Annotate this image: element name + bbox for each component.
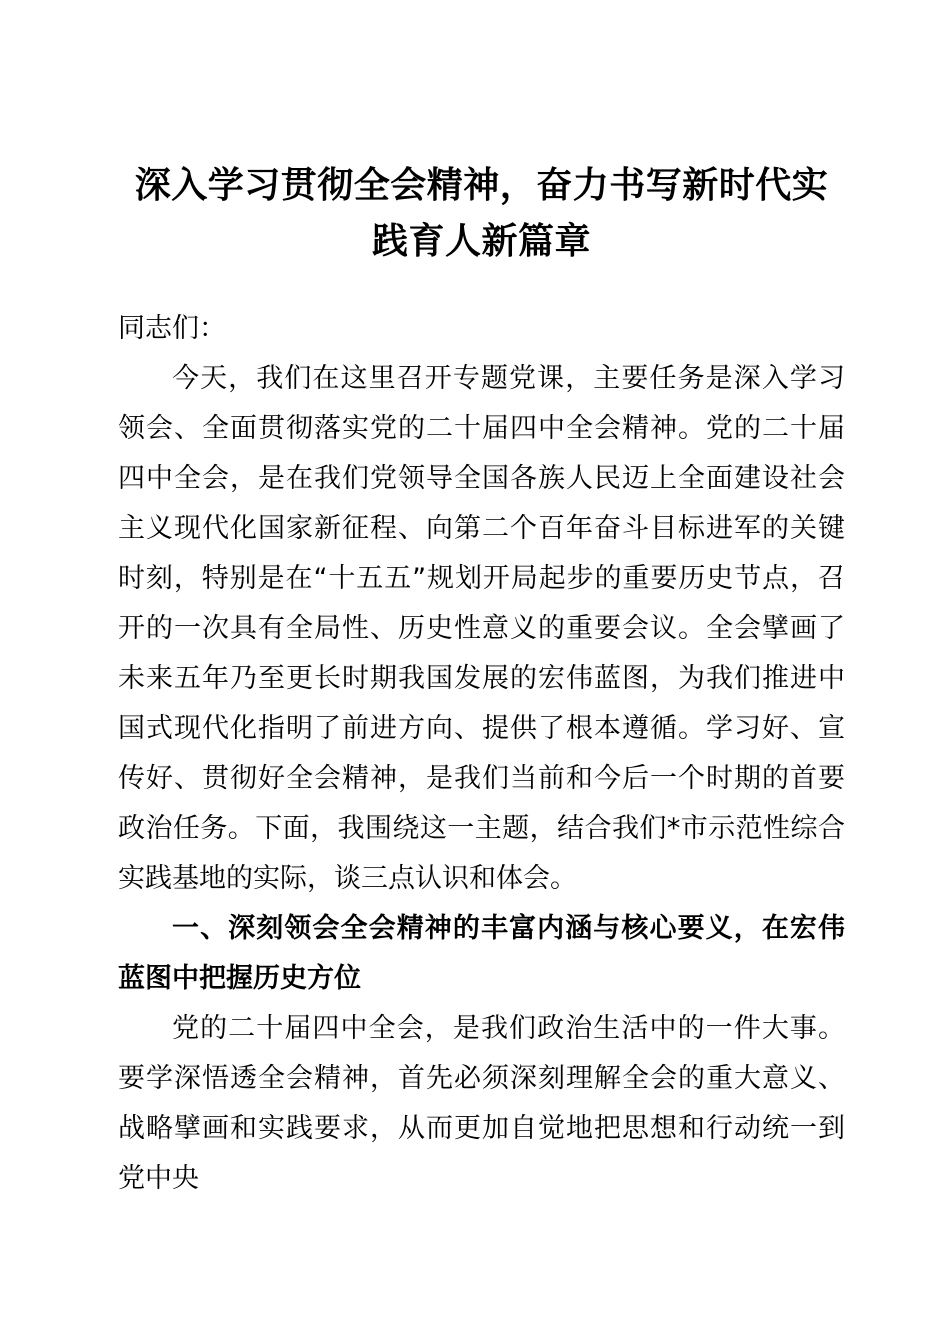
document-title: 深入学习贯彻全会精神，奋力书写新时代实践育人新篇章 — [134, 165, 829, 262]
paragraph-body: 今天，我们在这里召开专题党课，主要任务是深入学习领会、全面贯彻落实党的二十届四中全会精神。党的二十届四中全会，是在我们党领导全国各族人民迈上全面建设社会主义现代化国家新征程、向第二个百年奋斗目标进军的关键时刻，特别是在“十五五”规划开局起步的重要历史节点，召开的一次具有全局性、历史性意义的重要会议。全会擘画了未来五年乃至更长时期我国发展的宏伟蓝图，为我们推进中国式现代化指明了前进方向、提供了根本遵循。学习好、宣传好、贯彻好全会精神，是我们当前和今后一个时期的首要政治任务。下面，我围绕这一主题，结合我们*市示范性综合实践基地的实际，谈三点认识和体会。 — [118, 363, 845, 894]
paragraph-heading: 一、深刻领会全会精神的丰富内涵与核心要义，在宏伟蓝图中把握历史方位 — [118, 913, 845, 994]
paragraph-body: 党的二十届四中全会，是我们政治生活中的一件大事。要学深悟透全会精神，首先必须深刻理解全会的重大意义、战略擘画和实践要求，从而更加自觉地把思想和行动统一到党中央 — [118, 1013, 845, 1194]
paragraph-salutation: 同志们： — [118, 313, 226, 344]
document-body — [118, 304, 845, 1204]
